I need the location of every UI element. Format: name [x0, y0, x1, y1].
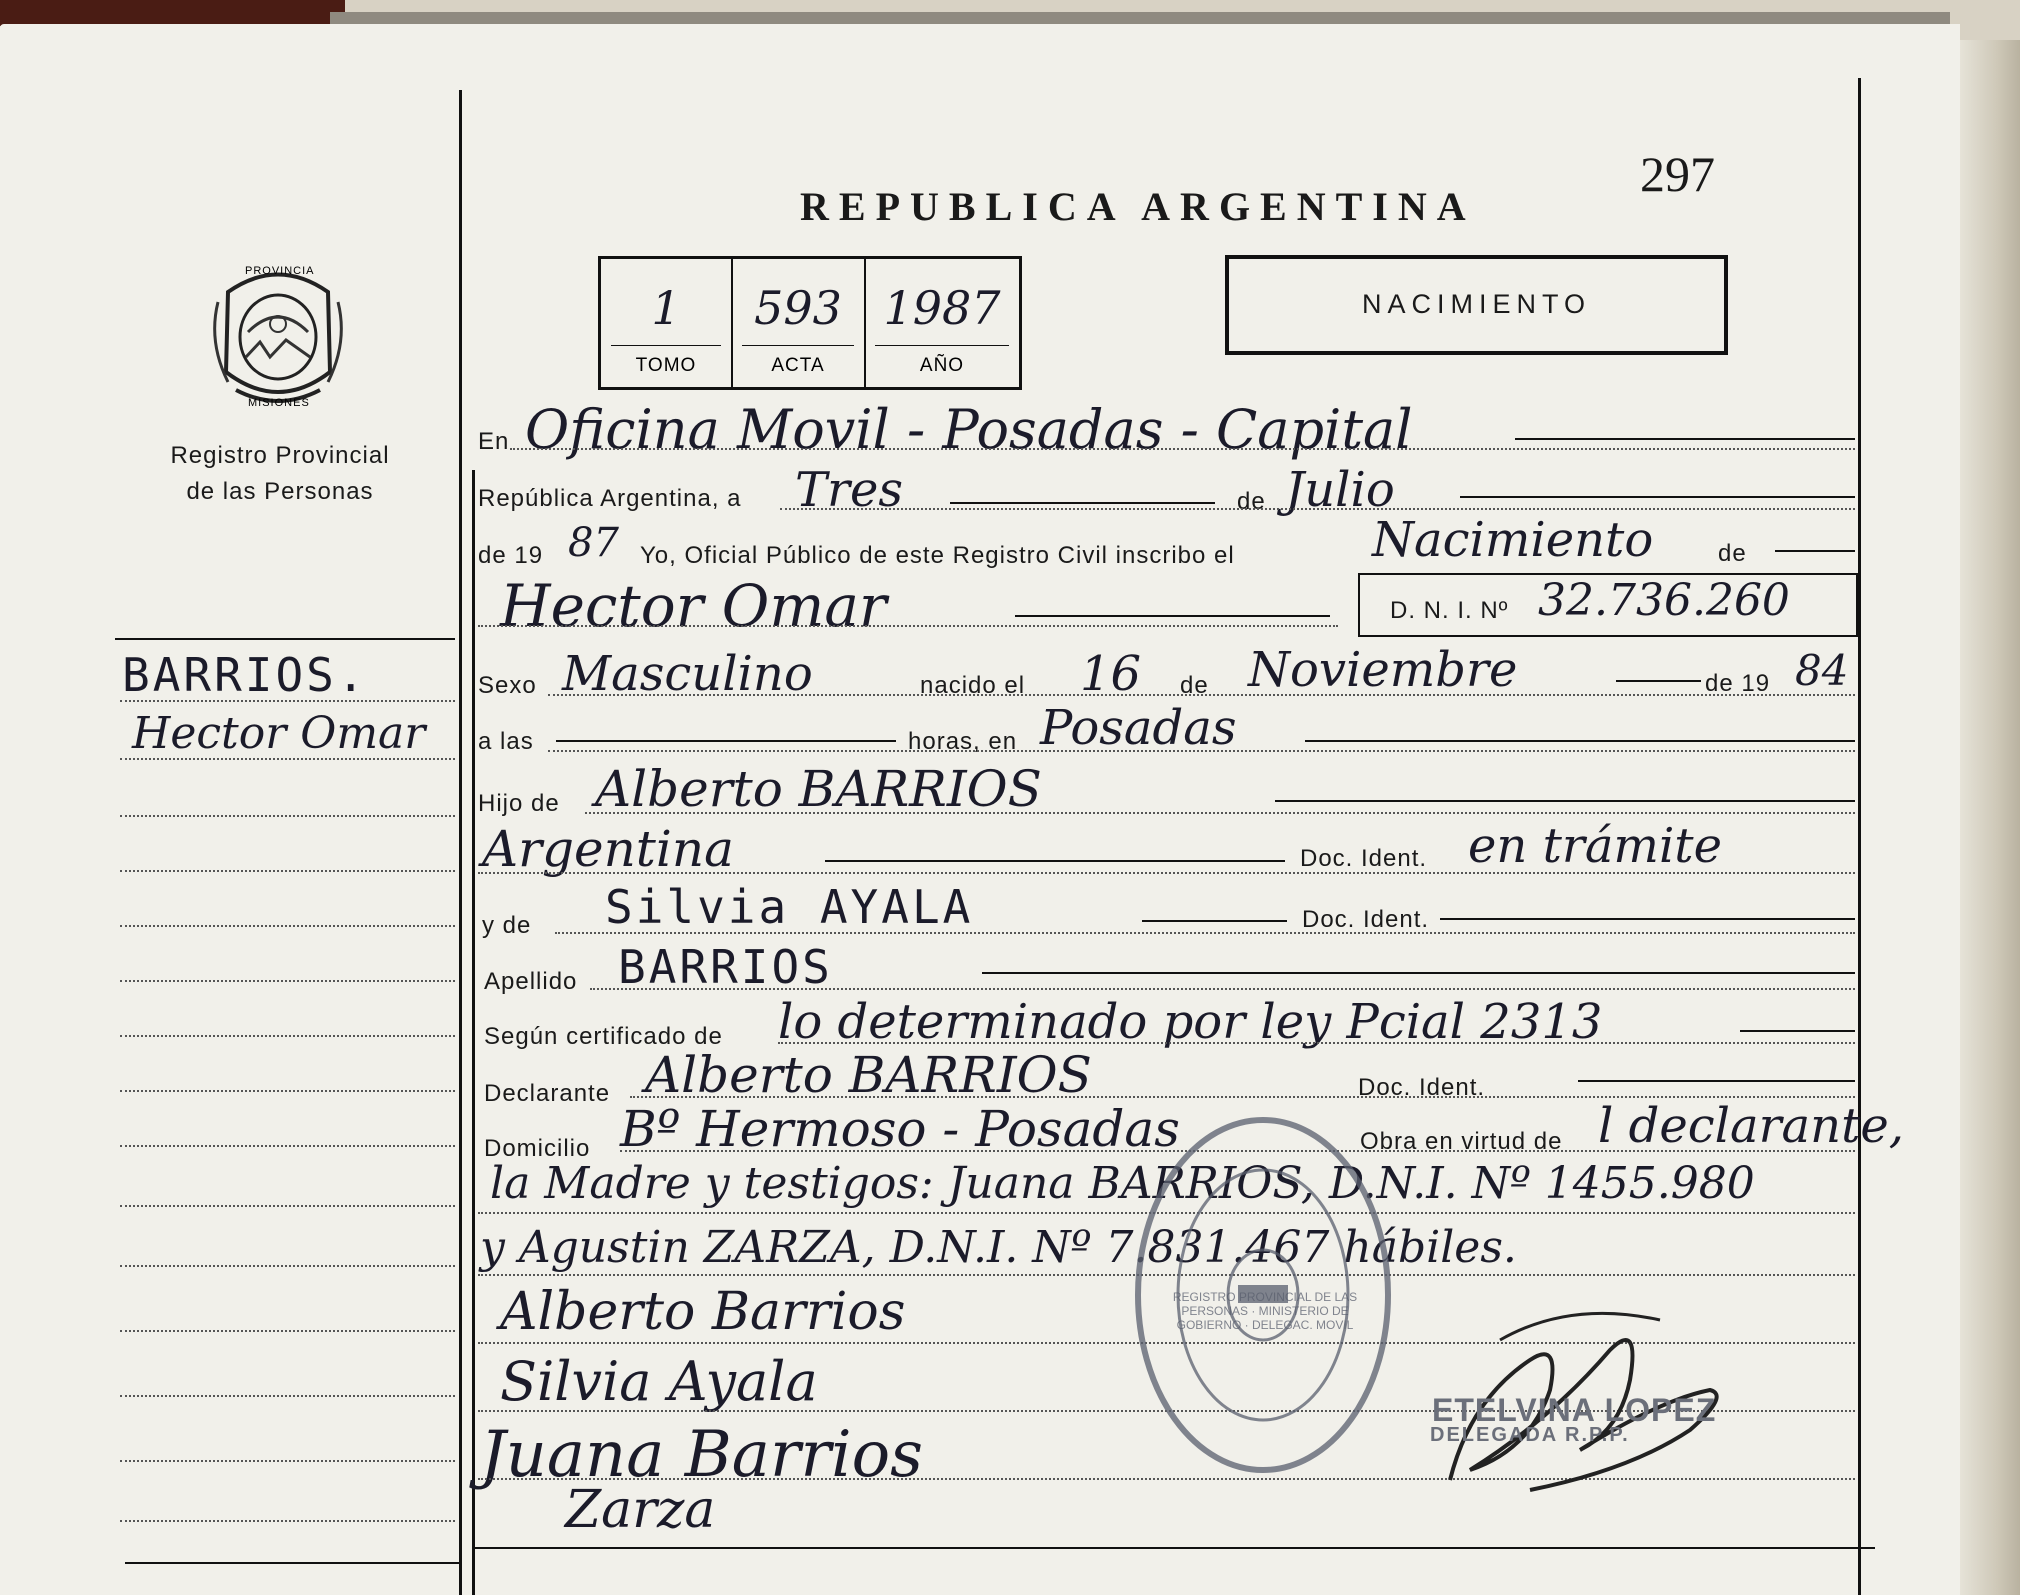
birth-month: Noviembre	[1248, 642, 1518, 698]
declarante-label: Declarante	[484, 1080, 611, 1107]
dni-value: 32.736.260	[1538, 575, 1790, 626]
tomo-label: TOMO	[635, 355, 697, 376]
sexo-value: Masculino	[562, 646, 813, 702]
anio-value: 1987	[883, 281, 1001, 335]
margin-line	[120, 815, 455, 817]
anio-label: AÑO	[919, 355, 965, 376]
doc-ident-label2: Doc. Ident.	[1302, 906, 1430, 933]
fill-line	[1616, 680, 1701, 682]
birth-year-suffix: 84	[1795, 646, 1849, 695]
emblem-bottom-text: MISIONES	[248, 397, 310, 409]
fill-line	[556, 740, 896, 742]
tomo-cell	[601, 259, 733, 387]
fill-line	[1740, 1030, 1855, 1032]
apellido-label: Apellido	[484, 968, 578, 995]
official-name: ETELVINA LOPEZ	[1432, 1392, 1717, 1428]
witness-line2: y Agustin ZARZA, D.N.I. Nº 7.831.467 hábiles.	[480, 1222, 1517, 1273]
fill-line	[590, 988, 1855, 990]
margin-surname: BARRIOS.	[122, 648, 368, 702]
child-name: Hector Omar	[500, 572, 887, 640]
domicilio-label: Domicilio	[484, 1135, 591, 1162]
birth-place: Posadas	[1040, 700, 1237, 756]
margin-line	[120, 870, 455, 872]
birth-day: 16	[1080, 646, 1142, 702]
apellido-value: BARRIOS	[618, 940, 833, 994]
margin-line	[120, 1330, 455, 1332]
signature-father: Alberto Barrios	[500, 1282, 906, 1342]
margin-line	[120, 1265, 455, 1267]
form-right-border	[1858, 78, 1861, 1595]
form-left-border	[472, 470, 475, 1595]
fill-line	[555, 932, 1855, 934]
obra-label: Obra en virtud de	[1360, 1128, 1563, 1155]
a-las-label: a las	[478, 728, 534, 755]
page-title: REPUBLICA ARGENTINA	[800, 184, 1476, 229]
margin-line	[120, 1205, 455, 1207]
page-number: 297	[1640, 146, 1715, 202]
fill-line	[548, 750, 1855, 752]
registry-name	[140, 438, 420, 510]
fill-line	[1515, 438, 1855, 440]
official-title: DELEGADA R.P.P.	[1430, 1424, 1630, 1446]
fill-line	[548, 694, 1855, 696]
fill-line	[780, 508, 1855, 510]
signature-mother: Silvia Ayala	[500, 1350, 818, 1413]
margin-given-names: Hector Omar	[132, 708, 426, 759]
acta-value: 593	[754, 281, 842, 335]
left-column-divider	[459, 90, 462, 1595]
margin-line	[120, 925, 455, 927]
doc-ident-label3: Doc. Ident.	[1358, 1074, 1486, 1101]
segun-value: lo determinado por ley Pcial 2313	[778, 994, 1603, 1050]
signature-witness1: Juana Barrios	[480, 1418, 923, 1492]
margin-line	[120, 1460, 455, 1462]
margin-top-rule	[115, 638, 455, 640]
signature-witness2: Zarza	[565, 1480, 716, 1540]
dni-box	[1358, 573, 1858, 637]
fill-line	[510, 448, 1855, 450]
mother-name: Silvia AYALA	[605, 880, 974, 934]
margin-line	[120, 1090, 455, 1092]
yo-text: Yo, Oficial Público de este Registro Civil inscribo el	[640, 542, 1235, 569]
tomo-value: 1	[651, 281, 681, 335]
office-value: Oficina Movil - Posadas - Capital	[525, 398, 1413, 461]
acta-cell	[732, 259, 866, 387]
de-label: de	[1237, 488, 1266, 515]
fill-line	[1440, 918, 1855, 920]
fill-line	[478, 625, 1338, 627]
horas-label: horas, en	[908, 728, 1018, 755]
domicilio-value: Bº Hermoso - Posadas	[620, 1100, 1180, 1158]
witness-line1: la Madre y testigos: Juana BARRIOS, D.N.I. Nº 1455.980	[490, 1158, 1755, 1209]
background-edge	[0, 0, 345, 26]
dni-label: D. N. I. Nº	[1390, 597, 1509, 624]
de-label3: de	[1180, 672, 1209, 699]
registry-line2: de las Personas	[186, 478, 374, 505]
act-type: Nacimiento	[1372, 512, 1654, 568]
emblem-top-text: PROVINCIA	[245, 265, 315, 277]
fill-line	[778, 1042, 1855, 1044]
de-label2: de	[1718, 540, 1747, 567]
day-written: Tres	[795, 462, 903, 518]
fill-line	[1578, 1080, 1855, 1082]
fill-line	[585, 812, 1855, 814]
en-label: En	[478, 428, 510, 455]
fill-line	[1142, 920, 1287, 922]
margin-line	[120, 1035, 455, 1037]
official-signature-icon	[1410, 1280, 1740, 1500]
de19-label2: de 19	[1705, 670, 1771, 697]
segun-label: Según certificado de	[484, 1023, 723, 1050]
anio-cell	[865, 259, 1019, 387]
obra-value: l declarante,	[1598, 1098, 1905, 1154]
doc-ident-label: Doc. Ident.	[1300, 845, 1428, 872]
registry-line1: Registro Provincial	[170, 442, 390, 469]
fill-line	[478, 872, 1855, 874]
page-stack-edge	[1960, 40, 2020, 1595]
document-type-label: NACIMIENTO	[1361, 289, 1591, 319]
hijo-label: Hijo de	[478, 790, 560, 817]
margin-line	[120, 1395, 455, 1397]
fill-line	[1775, 550, 1855, 552]
de19-label: de 19	[478, 542, 544, 569]
father-nationality: Argentina	[482, 820, 734, 878]
fill-line	[982, 972, 1855, 974]
record-number-box	[598, 256, 1022, 390]
nacido-label: nacido el	[920, 672, 1026, 699]
fill-line	[825, 860, 1285, 862]
declarante-value: Alberto BARRIOS	[645, 1046, 1092, 1104]
acta-label: ACTA	[771, 355, 825, 376]
margin-line	[120, 980, 455, 982]
fill-line	[950, 502, 1215, 504]
fill-line	[1460, 496, 1855, 498]
round-stamp-text: REGISTRO PROVINCIAL DE LAS PERSONAS · MINISTERIO DE GOBIERNO · DELEGAC. MOVIL	[1172, 1290, 1358, 1332]
sexo-label: Sexo	[478, 672, 537, 699]
fill-line	[1275, 800, 1855, 802]
form-bottom-rule	[475, 1547, 1875, 1549]
month-written: Julio	[1285, 462, 1395, 518]
document-type-box	[1225, 255, 1728, 355]
margin-line	[120, 1520, 455, 1522]
republica-label: República Argentina, a	[478, 485, 742, 512]
y-de-label: y de	[482, 912, 532, 939]
margin-bottom-rule	[125, 1562, 460, 1564]
fill-line	[1305, 740, 1855, 742]
year-suffix: 87	[568, 520, 619, 566]
margin-line	[120, 1145, 455, 1147]
fill-line	[1015, 615, 1330, 617]
father-doc: en trámite	[1468, 818, 1722, 874]
father-name: Alberto BARRIOS	[595, 760, 1042, 818]
